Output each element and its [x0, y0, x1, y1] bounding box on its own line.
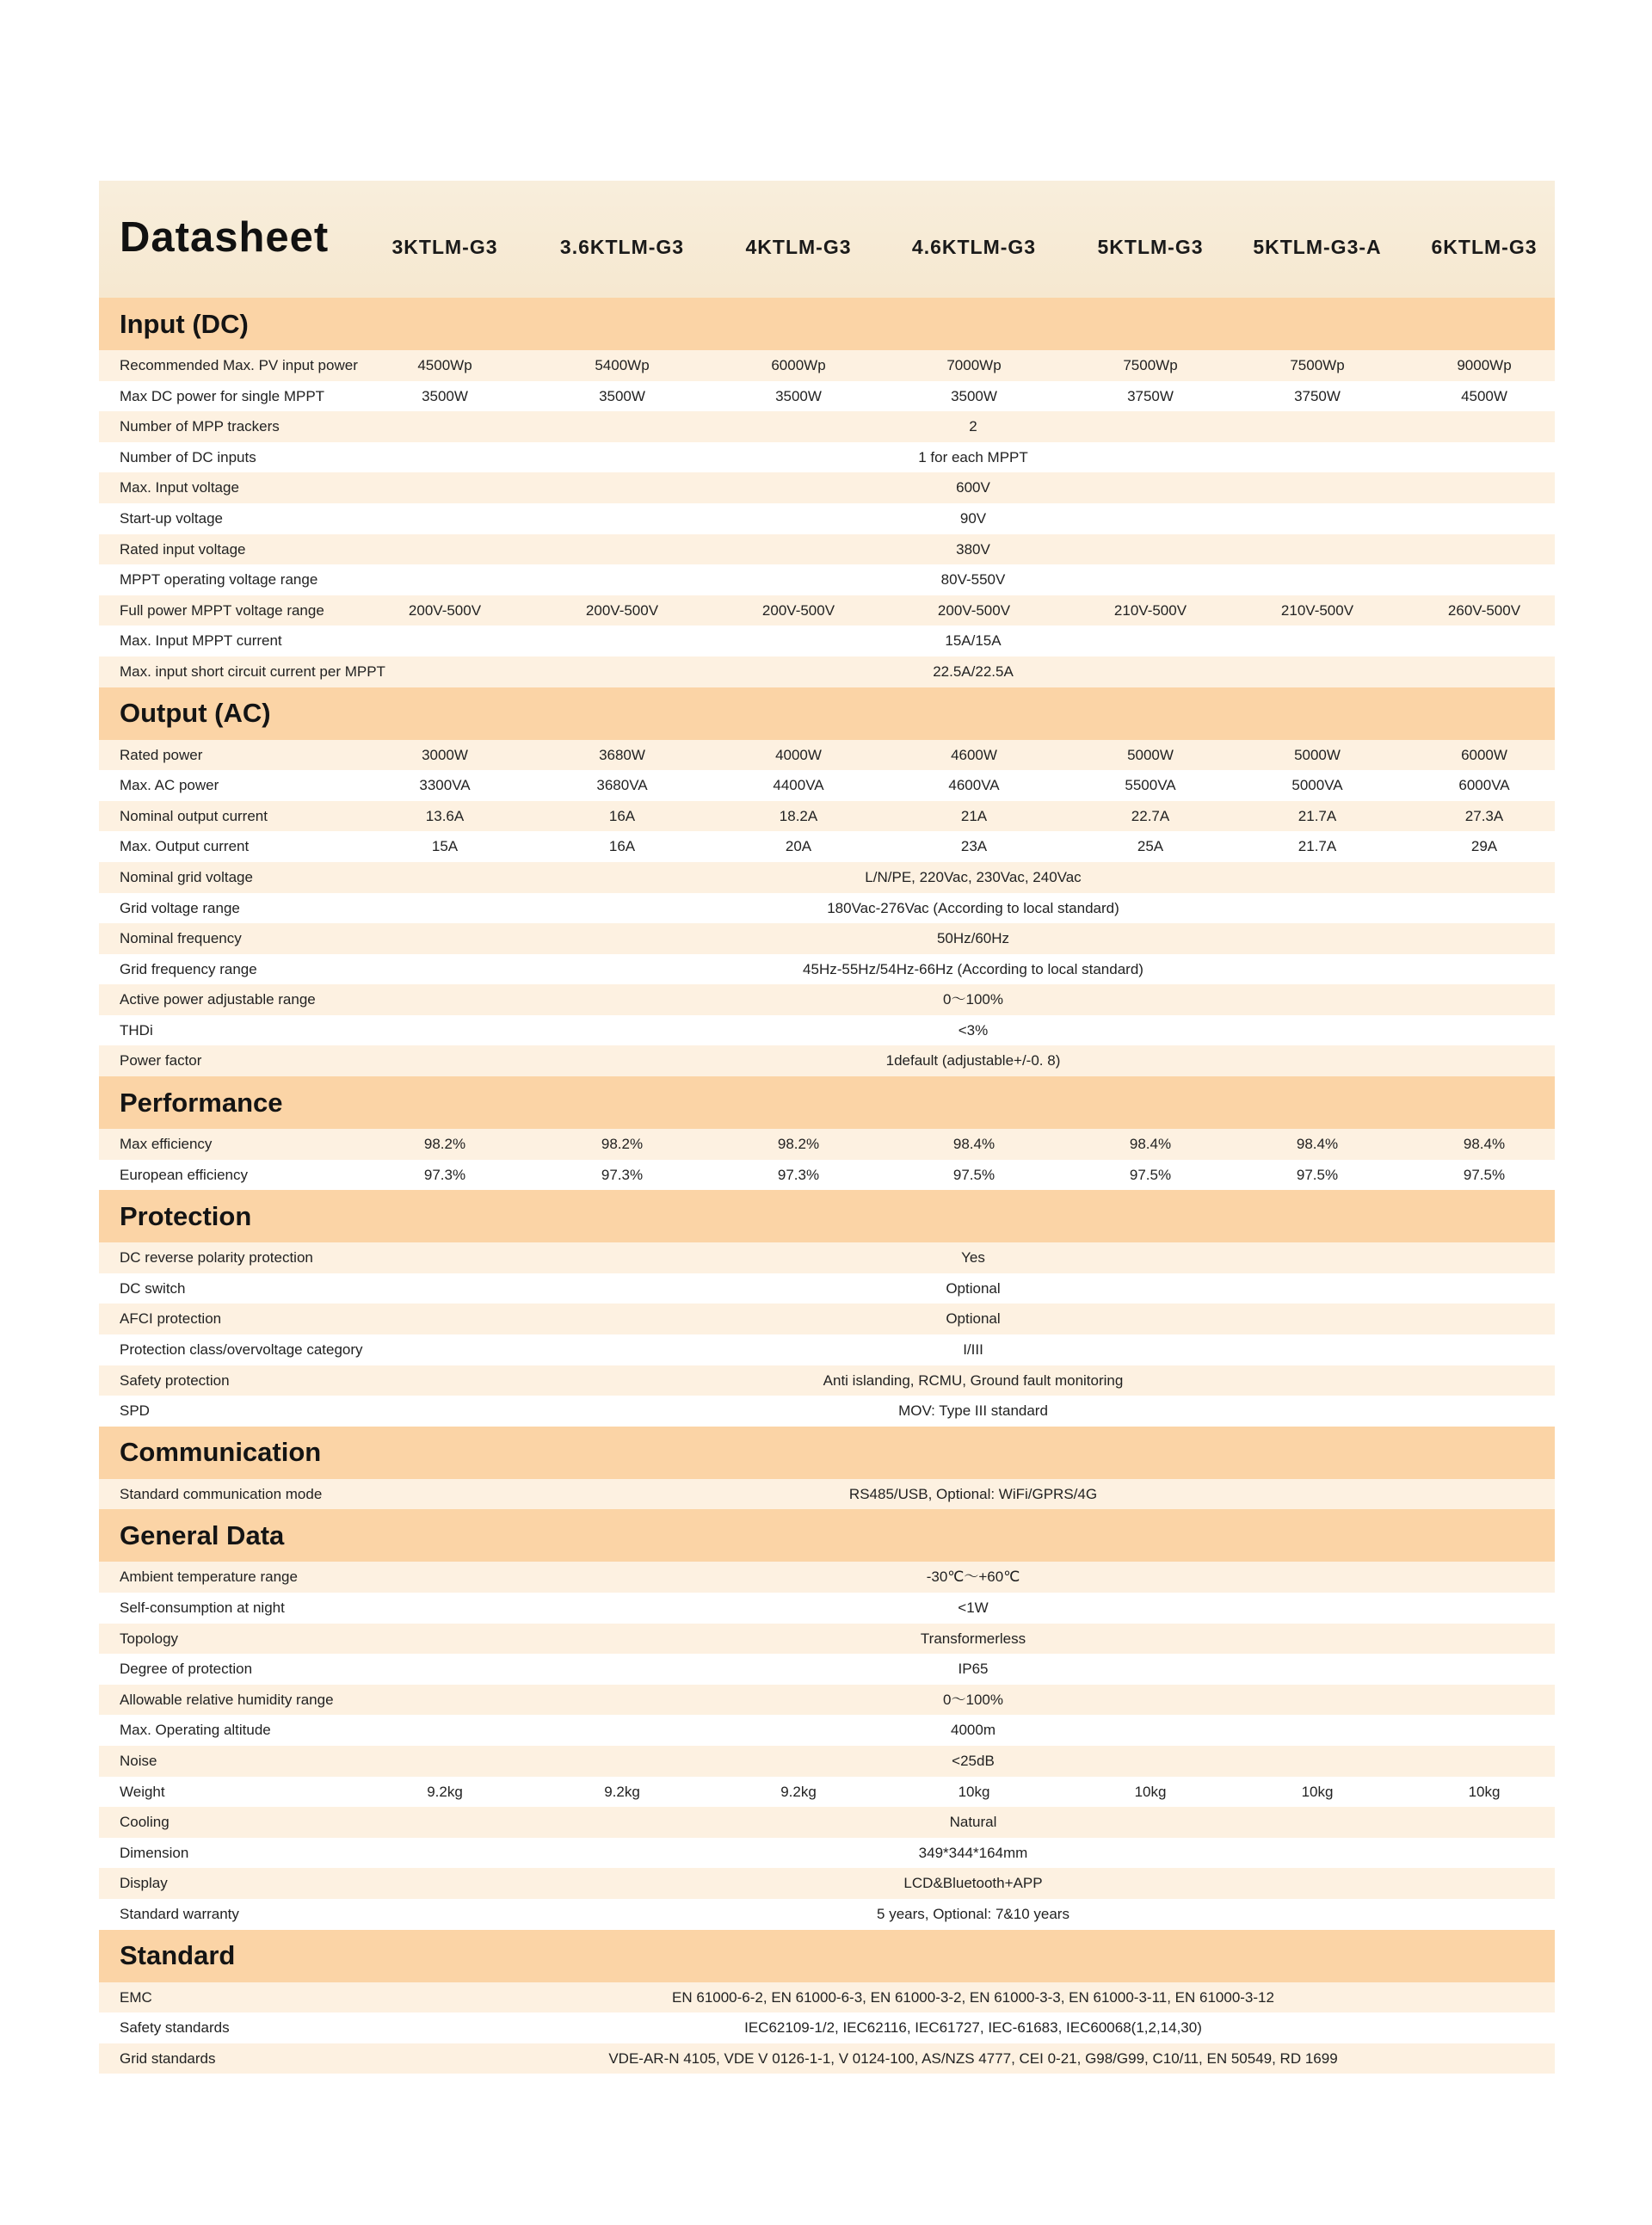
cell-value: 13.6A: [425, 807, 465, 824]
cell-value: 97.5%: [1296, 1166, 1339, 1183]
table-row: [99, 984, 1555, 1015]
row-label: DC reverse polarity protection: [120, 1249, 313, 1267]
table-row: [99, 1982, 1555, 2013]
shared-value: <3%: [958, 1021, 989, 1039]
table-row: [99, 893, 1555, 924]
cell-value: 23A: [960, 838, 988, 855]
cell-value: 4500Wp: [417, 357, 472, 373]
table-row: [99, 1593, 1555, 1624]
row-label: SPD: [120, 1402, 150, 1420]
row-label: Cooling: [120, 1814, 170, 1831]
shared-value: 15A/15A: [945, 632, 1002, 650]
cell-value: 15A: [431, 838, 459, 855]
cell-value: 3750W: [1294, 387, 1341, 404]
cell-value: 98.4%: [952, 1136, 996, 1153]
table-row: [99, 1807, 1555, 1838]
page-title: Datasheet: [120, 214, 330, 261]
table-row: [99, 1685, 1555, 1716]
shared-value: 4000m: [951, 1722, 996, 1739]
cell-value: 21A: [960, 807, 988, 824]
cell-value: 97.3%: [601, 1166, 644, 1183]
row-label: Grid standards: [120, 2049, 216, 2067]
row-label: Noise: [120, 1752, 157, 1769]
cell-value: 21.7A: [1298, 807, 1337, 824]
table-row: [99, 411, 1555, 442]
row-label: Nominal output current: [120, 807, 268, 824]
cell-value: 20A: [785, 838, 812, 855]
row-label: Safety standards: [120, 2019, 230, 2037]
shared-value: <25dB: [952, 1752, 995, 1769]
cell-value: 10kg: [1301, 1783, 1334, 1800]
table-row: [99, 862, 1555, 893]
cell-value: 3680VA: [596, 777, 648, 794]
cell-value: 10kg: [958, 1783, 990, 1800]
table-row: [99, 1746, 1555, 1777]
table-row: [99, 442, 1555, 473]
row-label: Rated power: [120, 746, 203, 763]
shared-value: RS485/USB, Optional: WiFi/GPRS/4G: [848, 1485, 1098, 1502]
cell-value: 10kg: [1468, 1783, 1501, 1800]
table-row: [99, 1479, 1555, 1510]
table-row: [99, 1160, 1555, 1191]
model-header: 3.6KTLM-G3: [559, 236, 685, 258]
table-row: [99, 831, 1555, 862]
row-label: Weight: [120, 1783, 165, 1800]
cell-value: 5000W: [1127, 746, 1174, 763]
cell-value: 9.2kg: [604, 1783, 640, 1800]
row-label: DC switch: [120, 1279, 186, 1297]
cell-value: 4000W: [775, 746, 822, 763]
row-label: Ambient temperature range: [120, 1569, 298, 1586]
cell-value: 7500Wp: [1290, 357, 1345, 373]
model-header: 5KTLM-G3: [1097, 236, 1204, 258]
shared-value: Optional: [946, 1310, 1001, 1328]
cell-value: 98.2%: [601, 1136, 644, 1153]
table-row: [99, 1654, 1555, 1685]
row-label: Recommended Max. PV input power: [120, 357, 358, 373]
cell-value: 260V-500V: [1447, 601, 1521, 619]
table-row: [99, 626, 1555, 656]
table-row: [99, 1562, 1555, 1593]
shared-value: I/III: [963, 1341, 983, 1359]
table-row: [99, 1899, 1555, 1930]
section-heading: Input (DC): [99, 298, 1555, 350]
row-label: Rated input voltage: [120, 540, 246, 558]
row-label: Nominal grid voltage: [120, 868, 253, 885]
cell-value: 98.4%: [1463, 1136, 1506, 1153]
table-row: [99, 1242, 1555, 1273]
table-row: [99, 381, 1555, 412]
row-label: Number of DC inputs: [120, 448, 256, 465]
row-label: Max. Operating altitude: [120, 1722, 271, 1739]
shared-value: 45Hz-55Hz/54Hz-66Hz (According to local standard): [803, 960, 1143, 977]
cell-value: 3680W: [599, 746, 645, 763]
row-label: Active power adjustable range: [120, 991, 316, 1008]
shared-value: Optional: [946, 1279, 1001, 1297]
table-row: [99, 923, 1555, 954]
shared-value: 5 years, Optional: 7&10 years: [877, 1905, 1069, 1922]
row-label: Max. AC power: [120, 777, 219, 794]
cell-value: 5400Wp: [595, 357, 650, 373]
cell-value: 210V-500V: [1280, 601, 1354, 619]
cell-value: 4400VA: [773, 777, 824, 794]
cell-value: 9.2kg: [780, 1783, 817, 1800]
cell-value: 21.7A: [1298, 838, 1337, 855]
row-label: Nominal frequency: [120, 930, 242, 947]
shared-value: LCD&Bluetooth+APP: [903, 1875, 1043, 1892]
section-heading: Protection: [99, 1190, 1555, 1242]
shared-value: 50Hz/60Hz: [936, 930, 1010, 947]
cell-value: 97.5%: [1463, 1166, 1506, 1183]
shared-value: 600V: [956, 479, 990, 496]
cell-value: 6000W: [1461, 746, 1507, 763]
cell-value: 3500W: [422, 387, 468, 404]
table-row: [99, 1129, 1555, 1160]
row-label: Max. Input MPPT current: [120, 632, 282, 650]
table-row: [99, 770, 1555, 801]
cell-value: 16A: [608, 838, 636, 855]
table-row: [99, 1365, 1555, 1396]
shared-value: 349*344*164mm: [918, 1844, 1028, 1861]
table-row: [99, 1624, 1555, 1655]
table-row: [99, 503, 1555, 534]
shared-value: Anti islanding, RCMU, Ground fault monitoring: [823, 1371, 1124, 1389]
table-row: [99, 564, 1555, 595]
cell-value: 6000Wp: [771, 357, 826, 373]
datasheet-body: [99, 298, 1555, 2074]
row-label: Standard communication mode: [120, 1485, 323, 1502]
model-header: 3KTLM-G3: [391, 236, 498, 258]
section-heading: Output (AC): [99, 687, 1555, 740]
table-row: [99, 534, 1555, 565]
cell-value: 200V-500V: [937, 601, 1011, 619]
cell-value: 98.4%: [1296, 1136, 1339, 1153]
model-header: 4.6KTLM-G3: [911, 236, 1037, 258]
table-row: [99, 1777, 1555, 1808]
table-row: [99, 2043, 1555, 2074]
row-label: AFCI protection: [120, 1310, 222, 1328]
datasheet-table: [99, 181, 1555, 2074]
model-headers: [99, 236, 1555, 270]
row-label: Grid voltage range: [120, 899, 240, 916]
shared-value: Yes: [961, 1249, 985, 1267]
shared-value: 22.5A/22.5A: [933, 663, 1014, 680]
table-row: [99, 1838, 1555, 1869]
section-heading: Standard: [99, 1930, 1555, 1982]
section-heading: Communication: [99, 1427, 1555, 1479]
model-header: 6KTLM-G3: [1431, 236, 1538, 258]
table-row: [99, 801, 1555, 832]
cell-value: 22.7A: [1131, 807, 1170, 824]
shared-value: <1W: [958, 1599, 989, 1616]
table-row: [99, 656, 1555, 687]
table-row: [99, 1868, 1555, 1899]
cell-value: 3300VA: [419, 777, 471, 794]
row-label: Max. Output current: [120, 838, 250, 855]
cell-value: 98.2%: [777, 1136, 820, 1153]
row-label: Protection class/overvoltage category: [120, 1341, 363, 1359]
row-label: Self-consumption at night: [120, 1599, 285, 1616]
cell-value: 200V-500V: [408, 601, 482, 619]
row-label: Number of MPP trackers: [120, 418, 280, 435]
shared-value: 2: [969, 418, 977, 435]
cell-value: 29A: [1470, 838, 1498, 855]
table-row: [99, 1045, 1555, 1076]
cell-value: 97.3%: [777, 1166, 820, 1183]
table-row: [99, 1304, 1555, 1334]
row-label: Topology: [120, 1630, 179, 1647]
cell-value: 3500W: [599, 387, 645, 404]
cell-value: 4600W: [951, 746, 997, 763]
cell-value: 98.4%: [1129, 1136, 1172, 1153]
cell-value: 18.2A: [779, 807, 818, 824]
cell-value: 9.2kg: [427, 1783, 463, 1800]
cell-value: 97.3%: [423, 1166, 466, 1183]
cell-value: 210V-500V: [1113, 601, 1187, 619]
shared-value: 1 for each MPPT: [918, 448, 1028, 465]
table-row: [99, 1273, 1555, 1304]
row-label: Standard warranty: [120, 1905, 239, 1922]
row-label: European efficiency: [120, 1166, 249, 1183]
table-row: [99, 472, 1555, 503]
shared-value: IP65: [958, 1661, 989, 1678]
shared-value: -30℃～+60℃: [926, 1569, 1020, 1586]
cell-value: 25A: [1137, 838, 1164, 855]
table-row: [99, 595, 1555, 626]
cell-value: 3500W: [951, 387, 997, 404]
shared-value: VDE-AR-N 4105, VDE V 0126-1-1, V 0124-100, AS/NZS 4777, CEI 0-21, G98/G99, C10/11, EN 50549, RD 1699: [608, 2049, 1338, 2067]
model-header: 4KTLM-G3: [745, 236, 852, 258]
shared-value: 180Vac-276Vac (According to local standard): [827, 899, 1119, 916]
row-label: Dimension: [120, 1844, 189, 1861]
row-label: Max. input short circuit current per MPPT: [120, 663, 385, 680]
shared-value: 1default (adjustable+/-0. 8): [885, 1052, 1061, 1069]
shared-value: 0～100%: [943, 991, 1003, 1008]
cell-value: 16A: [608, 807, 636, 824]
cell-value: 98.2%: [423, 1136, 466, 1153]
row-label: Max DC power for single MPPT: [120, 387, 325, 404]
cell-value: 3500W: [775, 387, 822, 404]
table-row: [99, 1015, 1555, 1046]
shared-value: 80V-550V: [940, 571, 1006, 589]
shared-value: L/N/PE, 220Vac, 230Vac, 240Vac: [865, 868, 1082, 885]
row-label: Power factor: [120, 1052, 202, 1069]
table-row: [99, 954, 1555, 985]
section-heading: General Data: [99, 1509, 1555, 1562]
table-row: [99, 1396, 1555, 1427]
table-row: [99, 740, 1555, 771]
row-label: Max. Input voltage: [120, 479, 239, 496]
shared-value: Natural: [949, 1814, 997, 1831]
shared-value: MOV: Type III standard: [898, 1402, 1048, 1420]
cell-value: 9000Wp: [1457, 357, 1512, 373]
cell-value: 5500VA: [1125, 777, 1176, 794]
cell-value: 3000W: [422, 746, 468, 763]
shared-value: IEC62109-1/2, IEC62116, IEC61727, IEC-61683, IEC60068(1,2,14,30): [744, 2019, 1202, 2037]
row-label: Display: [120, 1875, 168, 1892]
row-label: Max efficiency: [120, 1136, 213, 1153]
cell-value: 5000VA: [1291, 777, 1343, 794]
table-row: [99, 350, 1555, 381]
cell-value: 6000VA: [1458, 777, 1510, 794]
shared-value: Transformerless: [920, 1630, 1026, 1647]
shared-value: 0～100%: [943, 1691, 1003, 1708]
cell-value: 97.5%: [1129, 1166, 1172, 1183]
row-label: THDi: [120, 1021, 153, 1039]
row-label: Degree of protection: [120, 1661, 253, 1678]
row-label: Start-up voltage: [120, 509, 224, 527]
table-row: [99, 2012, 1555, 2043]
table-row: [99, 1715, 1555, 1746]
section-heading: Performance: [99, 1076, 1555, 1129]
row-label: Allowable relative humidity range: [120, 1691, 334, 1708]
row-label: EMC: [120, 1988, 152, 2006]
row-label: Grid frequency range: [120, 960, 257, 977]
cell-value: 5000W: [1294, 746, 1341, 763]
cell-value: 97.5%: [952, 1166, 996, 1183]
cell-value: 200V-500V: [761, 601, 835, 619]
shared-value: 380V: [956, 540, 990, 558]
table-row: [99, 1334, 1555, 1365]
cell-value: 27.3A: [1464, 807, 1504, 824]
datasheet-header: [99, 181, 1555, 298]
cell-value: 4600VA: [948, 777, 1000, 794]
row-label: Full power MPPT voltage range: [120, 601, 324, 619]
cell-value: 4500W: [1461, 387, 1507, 404]
cell-value: 200V-500V: [585, 601, 659, 619]
model-header: 5KTLM-G3-A: [1253, 236, 1382, 258]
cell-value: 7000Wp: [946, 357, 1002, 373]
row-label: Safety protection: [120, 1371, 230, 1389]
row-label: MPPT operating voltage range: [120, 571, 318, 589]
shared-value: EN 61000-6-2, EN 61000-6-3, EN 61000-3-2, EN 61000-3-3, EN 61000-3-11, EN 61000-3-12: [672, 1988, 1274, 2006]
cell-value: 10kg: [1134, 1783, 1167, 1800]
cell-value: 3750W: [1127, 387, 1174, 404]
shared-value: 90V: [959, 509, 987, 527]
cell-value: 7500Wp: [1123, 357, 1178, 373]
